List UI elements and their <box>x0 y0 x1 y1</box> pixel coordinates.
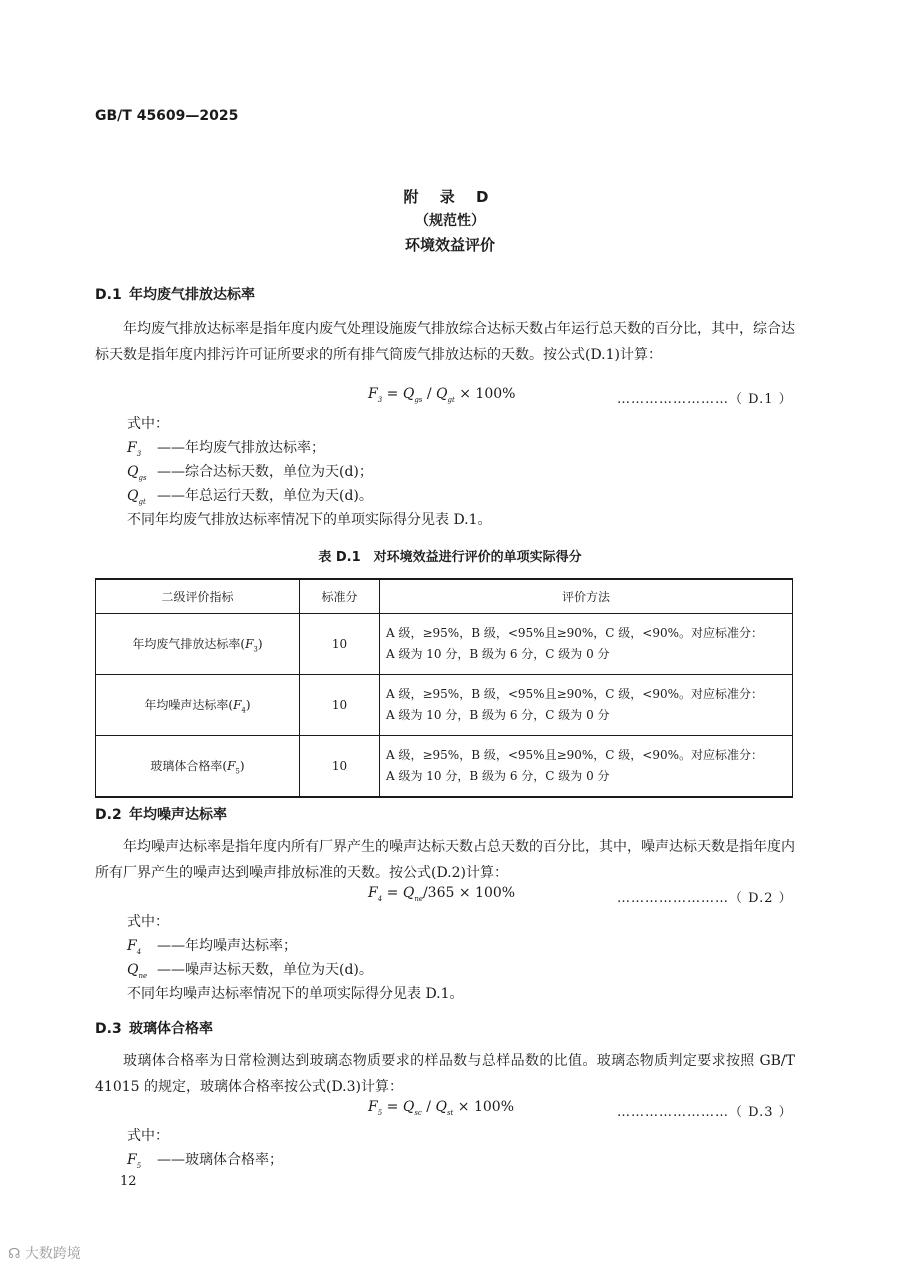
where-label: 式中： <box>127 914 169 930</box>
table-row <box>96 614 793 675</box>
score-cell: 10 <box>300 736 380 798</box>
section-title: 年均噪声达标率 <box>129 807 227 823</box>
section-heading-d1 <box>95 284 255 304</box>
appendix-nature: （规范性） <box>415 213 485 229</box>
score-cell: 10 <box>300 614 380 675</box>
method-cell: A 级，≥95%，B 级，<95%且≥90%，C 级，<90%。对应标准分： A 级为 10 分，B 级为 6 分，C 级为 0 分 <box>380 675 793 736</box>
paragraph-d3: 玻璃体合格率为日常检测达到玻璃态物质要求的样品数与总样品数的比值。玻璃态物质判定要求按照 GB/T 41015 的规定，玻璃体合格率按公式(D.3)计算： <box>95 1053 795 1095</box>
variable-row: $Q_{ne}$ ——噪声达标天数，单位为天(d)。 <box>127 962 373 980</box>
variable-row: $F_3$ ——年均废气排放达标率； <box>127 440 325 458</box>
score-table <box>95 578 793 798</box>
appendix-title: 附 录 D <box>403 188 497 206</box>
table-reference-note: 不同年均废气排放达标率情况下的单项实际得分见表 D.1。 <box>127 512 492 528</box>
formula-d2: $F_4 = Q_{ne}/365 \times 100\%$ <box>368 885 516 903</box>
page-number: 12 <box>120 1174 137 1189</box>
section-number: D.2 <box>95 807 122 823</box>
column-header: 评价方法 <box>380 579 793 614</box>
variable-row: $F_5$ ——玻璃体合格率； <box>127 1152 283 1170</box>
method-cell: A 级，≥95%，B 级，<95%且≥90%，C 级，<90%。对应标准分： A 级为 10 分，B 级为 6 分，C 级为 0 分 <box>380 736 793 798</box>
watermark-logo-icon: ☊ <box>8 1246 25 1262</box>
method-cell: A 级，≥95%，B 级，<95%且≥90%，C 级，<90%。对应标准分： A 级为 10 分，B 级为 6 分，C 级为 0 分 <box>380 614 793 675</box>
where-label: 式中： <box>127 1128 169 1144</box>
equation-number-d3: ……………………（ D.3 ） <box>617 1105 793 1120</box>
variable-row: $F_4$ ——年均噪声达标率； <box>127 938 297 956</box>
score-cell: 10 <box>300 675 380 736</box>
section-number: D.1 <box>95 287 122 303</box>
table-row <box>96 736 793 798</box>
section-title: 年均废气排放达标率 <box>129 287 255 303</box>
table-caption: 表 D.1 对环境效益进行评价的单项实际得分 <box>318 550 582 565</box>
section-heading-d2 <box>95 804 227 824</box>
indicator-cell: 玻璃体合格率$(F_5)$ <box>96 736 300 798</box>
variable-row: $Q_{gt}$ ——年总运行天数，单位为天(d)。 <box>127 488 373 506</box>
section-heading-d3 <box>95 1018 213 1038</box>
section-title: 玻璃体合格率 <box>129 1021 213 1037</box>
variable-row: $Q_{gs}$ ——综合达标天数，单位为天(d)； <box>127 464 373 482</box>
paragraph-d2: 年均噪声达标率是指年度内所有厂界产生的噪声达标天数占总天数的百分比，其中，噪声达标天数是指年度内所有厂界产生的噪声达到噪声排放标准的天数。按公式(D.2)计算： <box>95 839 795 881</box>
table-header-row <box>96 579 793 614</box>
standard-code: GB/T 45609—2025 <box>95 108 239 124</box>
watermark: ☊ 大数跨境 <box>8 1246 81 1262</box>
column-header: 标准分 <box>300 579 380 614</box>
table-row <box>96 675 793 736</box>
indicator-cell: 年均噪声达标率$(F_4)$ <box>96 675 300 736</box>
section-number: D.3 <box>95 1021 122 1037</box>
appendix-name: 环境效益评价 <box>404 236 495 254</box>
where-label: 式中： <box>127 416 169 432</box>
equation-number-d1: ……………………（ D.1 ） <box>617 392 793 407</box>
table-reference-note: 不同年均噪声达标率情况下的单项实际得分见表 D.1。 <box>127 986 464 1002</box>
equation-number-d2: ……………………（ D.2 ） <box>617 891 793 906</box>
column-header: 二级评价指标 <box>96 579 300 614</box>
formula-d1: $F_3 = Q_{gs} / Q_{gt} \times 100\%$ <box>368 386 516 404</box>
paragraph-d1: 年均废气排放达标率是指年度内废气处理设施废气排放综合达标天数占年运行总天数的百分比，其中，综合达标天数是指年度内排污许可证所要求的所有排气筒废气排放达标的天数。按公式(D.1)计算： <box>95 321 795 363</box>
indicator-cell: 年均废气排放达标率$(F_3)$ <box>96 614 300 675</box>
formula-d3: $F_5 = Q_{sc} / Q_{st} \times 100\%$ <box>368 1099 514 1117</box>
